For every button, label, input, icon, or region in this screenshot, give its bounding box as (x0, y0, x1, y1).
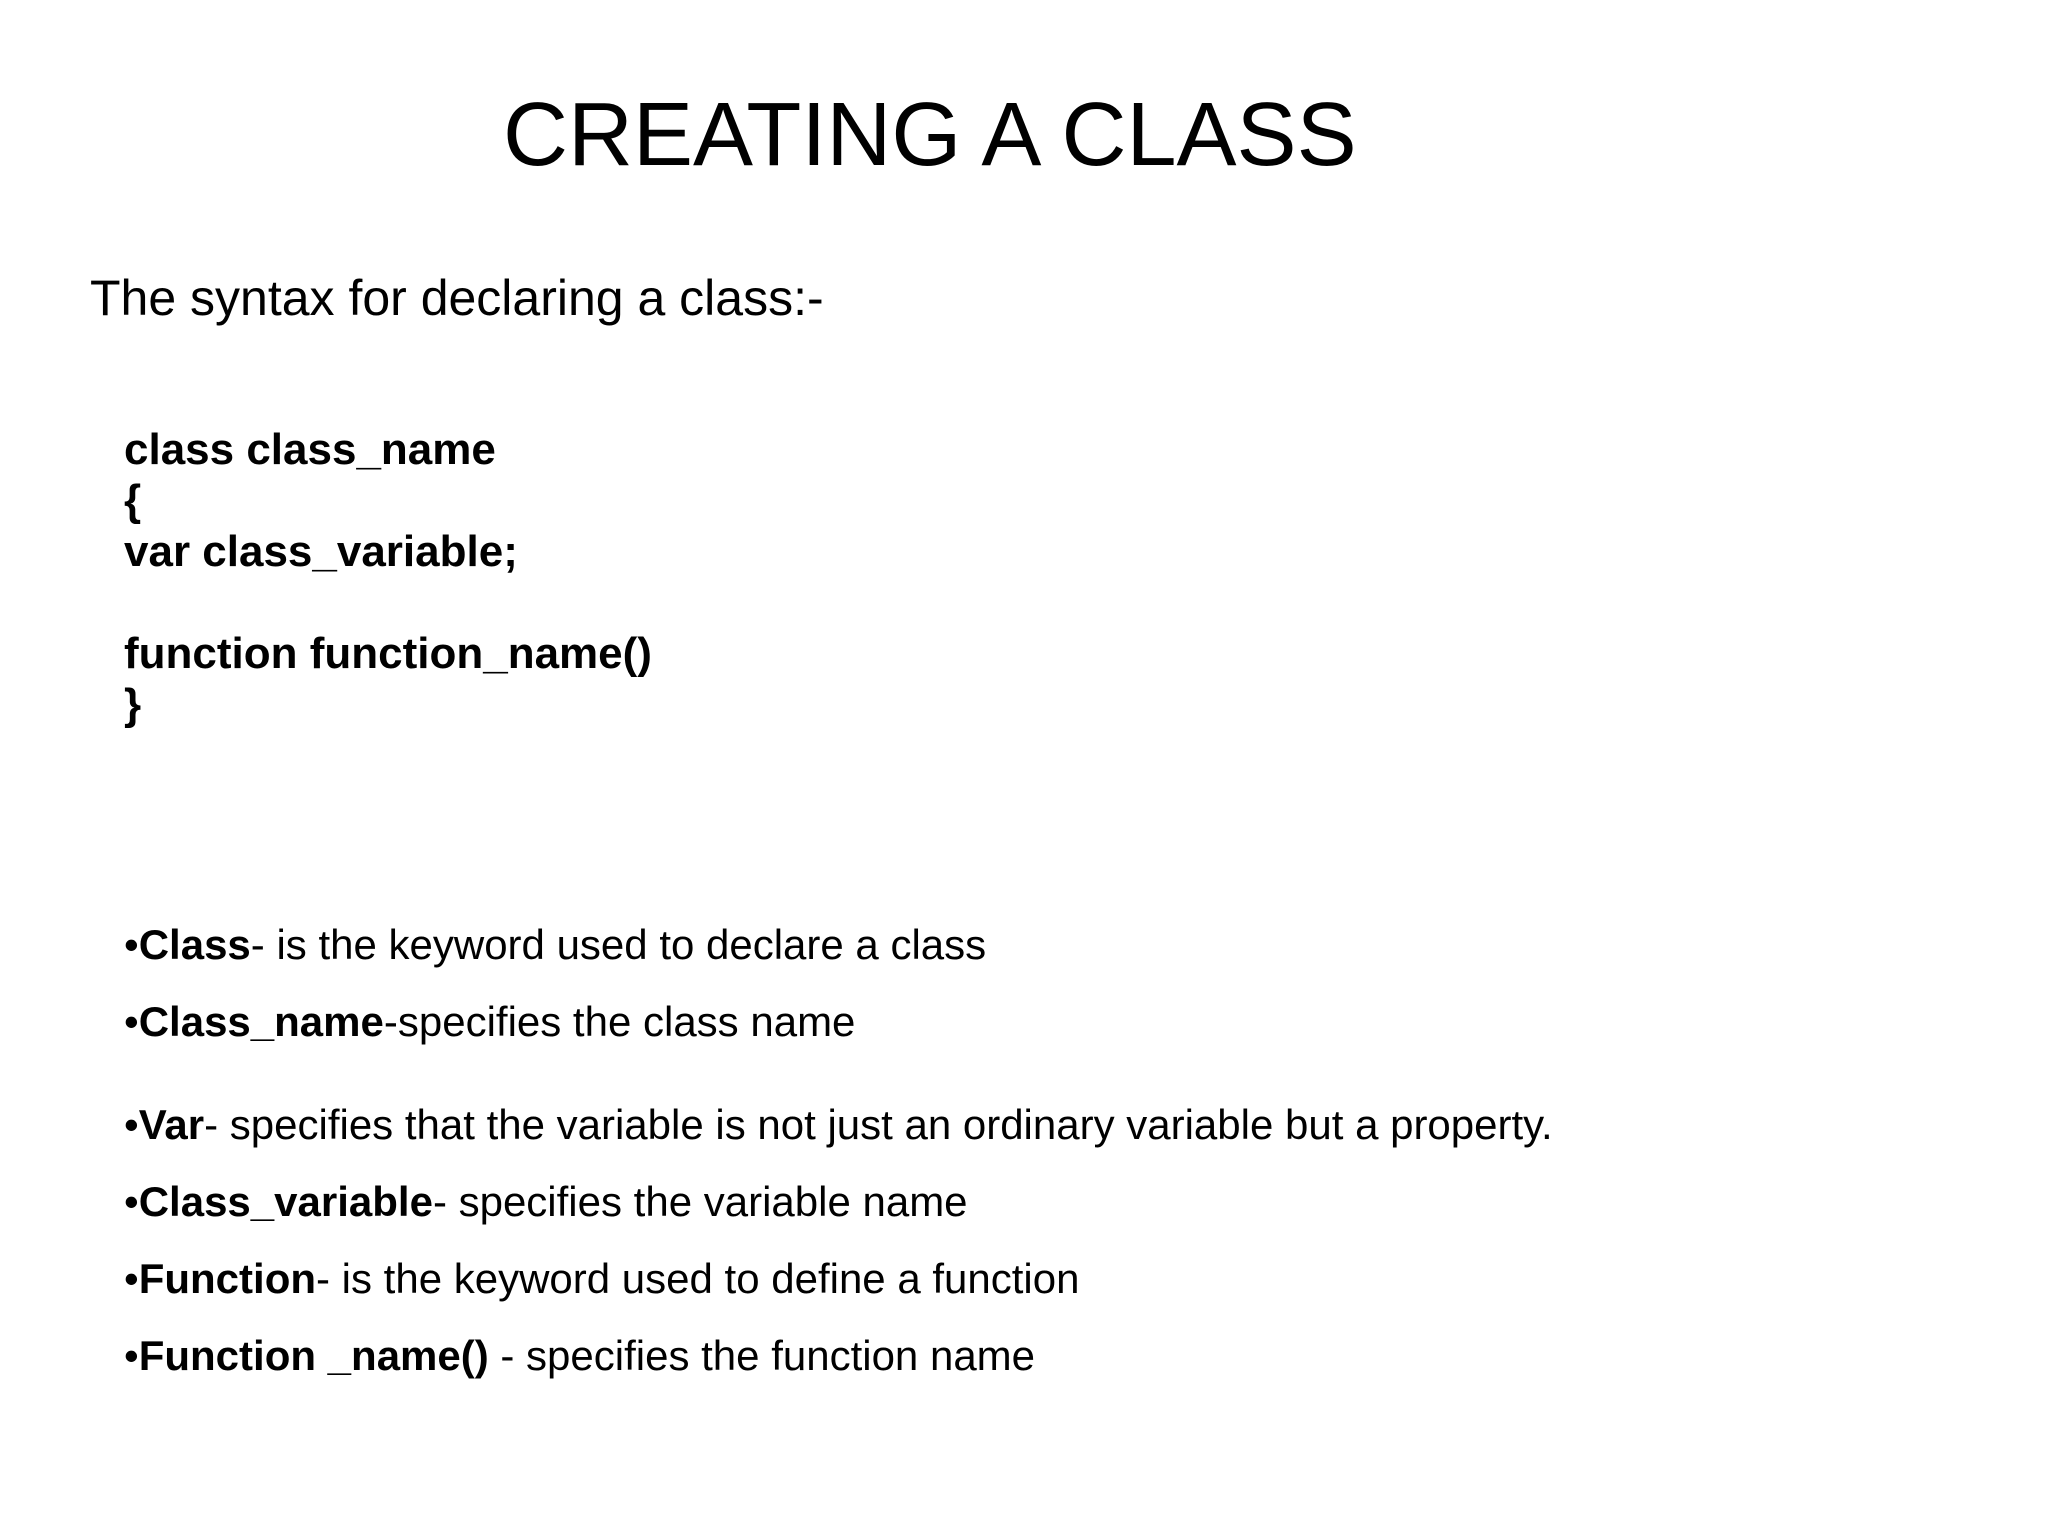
bullet: • (124, 1178, 139, 1225)
code-block (124, 424, 652, 730)
definition-item-function-name (124, 1331, 1035, 1381)
code-line: } (124, 680, 142, 729)
definition-term: Class (138, 921, 251, 968)
bullet: • (124, 1101, 139, 1148)
definition-term: Class_name (138, 998, 384, 1045)
definition-item-class (124, 920, 986, 970)
code-line: { (124, 476, 142, 525)
bullet: • (124, 1255, 139, 1302)
code-line (124, 577, 652, 628)
definition-item-var (124, 1100, 1553, 1150)
definition-item-class-name (124, 997, 855, 1047)
code-line: var class_variable; (124, 527, 518, 576)
code-line: class class_name (124, 425, 496, 474)
definition-term: Function (138, 1255, 317, 1302)
definition-term: Function _name() (138, 1332, 489, 1379)
definition-item-function (124, 1254, 1079, 1304)
bullet: • (124, 921, 139, 968)
slide-title: CREATING A CLASS (503, 85, 1357, 185)
bullet: • (124, 1332, 139, 1379)
definition-desc: - specifies that the variable is not just an ordinary variable but a property. (204, 1101, 1553, 1148)
definition-desc: - specifies the variable name (432, 1178, 968, 1225)
definition-term: Class_variable (138, 1178, 433, 1225)
code-line: function function_name() (124, 629, 652, 678)
definition-desc: - is the keyword used to declare a class (250, 921, 987, 968)
definition-item-class-variable (124, 1177, 968, 1227)
definition-desc: - is the keyword used to define a function (316, 1255, 1080, 1302)
bullet: • (124, 998, 139, 1045)
definition-desc: - specifies the function name (488, 1332, 1036, 1379)
definition-term: Var (138, 1101, 205, 1148)
definition-desc: -specifies the class name (383, 998, 856, 1045)
intro-text: The syntax for declaring a class:- (90, 270, 824, 326)
